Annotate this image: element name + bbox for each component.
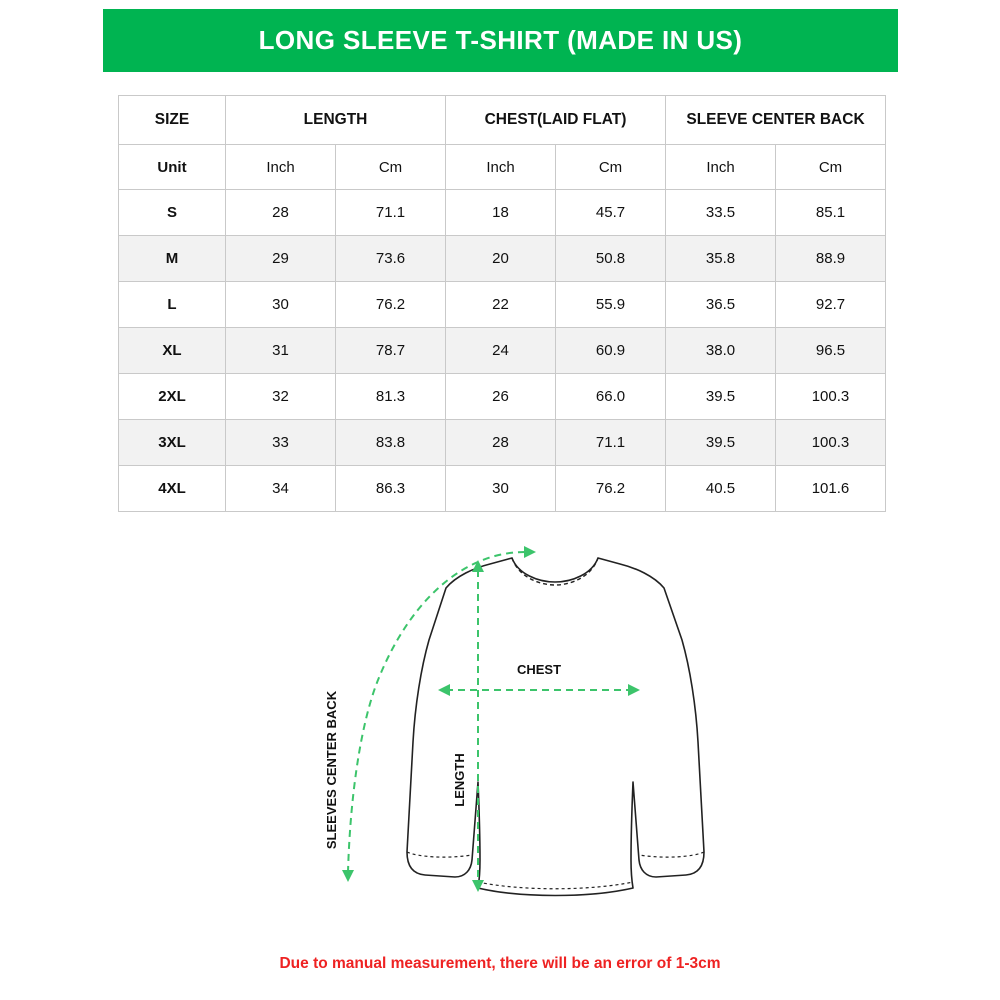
unit-sleeve-cm: Cm bbox=[776, 145, 886, 190]
table-row bbox=[119, 236, 886, 282]
cell-sleeve-cm: 101.6 bbox=[776, 466, 886, 512]
sleeve-center-back-label: SLEEVES CENTER BACK bbox=[324, 690, 339, 850]
unit-chest-inch: Inch bbox=[446, 145, 556, 190]
cell-length-cm: 81.3 bbox=[336, 374, 446, 420]
measurement-disclaimer: Due to manual measurement, there will be an error of 1-3cm bbox=[279, 955, 721, 972]
cell-chest-cm: 55.9 bbox=[556, 282, 666, 328]
cell-sleeve-cm: 85.1 bbox=[776, 190, 886, 236]
cell-sleeve-inch: 38.0 bbox=[666, 328, 776, 374]
cell-size: S bbox=[119, 190, 226, 236]
header-chest: CHEST(LAID FLAT) bbox=[446, 96, 666, 145]
cell-chest-cm: 60.9 bbox=[556, 328, 666, 374]
cell-length-cm: 73.6 bbox=[336, 236, 446, 282]
cell-chest-inch: 24 bbox=[446, 328, 556, 374]
unit-sleeve-inch: Inch bbox=[666, 145, 776, 190]
cell-length-cm: 78.7 bbox=[336, 328, 446, 374]
page-title: LONG SLEEVE T-SHIRT (MADE IN US) bbox=[258, 25, 743, 55]
unit-length-inch: Inch bbox=[226, 145, 336, 190]
cell-chest-inch: 30 bbox=[446, 466, 556, 512]
cell-sleeve-inch: 33.5 bbox=[666, 190, 776, 236]
cell-chest-inch: 22 bbox=[446, 282, 556, 328]
cell-sleeve-cm: 100.3 bbox=[776, 420, 886, 466]
table-header-row bbox=[119, 96, 886, 145]
cell-chest-cm: 50.8 bbox=[556, 236, 666, 282]
cell-chest-cm: 66.0 bbox=[556, 374, 666, 420]
cell-length-inch: 32 bbox=[226, 374, 336, 420]
cell-length-inch: 28 bbox=[226, 190, 336, 236]
chest-label: CHEST bbox=[516, 662, 562, 677]
table-row bbox=[119, 374, 886, 420]
cell-chest-cm: 71.1 bbox=[556, 420, 666, 466]
cell-chest-inch: 18 bbox=[446, 190, 556, 236]
table-unit-row bbox=[119, 145, 886, 190]
unit-label: Unit bbox=[119, 145, 226, 190]
cell-chest-inch: 26 bbox=[446, 374, 556, 420]
cell-length-cm: 83.8 bbox=[336, 420, 446, 466]
header-sleeve: SLEEVE CENTER BACK bbox=[666, 96, 886, 145]
cell-sleeve-cm: 100.3 bbox=[776, 374, 886, 420]
cell-size: 4XL bbox=[119, 466, 226, 512]
size-chart-table bbox=[118, 95, 886, 512]
length-label: LENGTH bbox=[452, 753, 467, 807]
table-row bbox=[119, 466, 886, 512]
cell-length-inch: 34 bbox=[226, 466, 336, 512]
cell-sleeve-inch: 39.5 bbox=[666, 420, 776, 466]
cell-size: 3XL bbox=[119, 420, 226, 466]
cell-length-cm: 76.2 bbox=[336, 282, 446, 328]
cell-length-inch: 29 bbox=[226, 236, 336, 282]
cell-chest-inch: 20 bbox=[446, 236, 556, 282]
cell-size: L bbox=[119, 282, 226, 328]
cell-sleeve-cm: 92.7 bbox=[776, 282, 886, 328]
table-row bbox=[119, 420, 886, 466]
measurement-diagram bbox=[250, 530, 770, 930]
cell-length-inch: 33 bbox=[226, 420, 336, 466]
cell-size: XL bbox=[119, 328, 226, 374]
cell-length-inch: 30 bbox=[226, 282, 336, 328]
cell-sleeve-inch: 35.8 bbox=[666, 236, 776, 282]
cell-sleeve-cm: 88.9 bbox=[776, 236, 886, 282]
table-row bbox=[119, 282, 886, 328]
cell-chest-cm: 45.7 bbox=[556, 190, 666, 236]
cell-sleeve-cm: 96.5 bbox=[776, 328, 886, 374]
cell-length-cm: 86.3 bbox=[336, 466, 446, 512]
cell-size: M bbox=[119, 236, 226, 282]
unit-length-cm: Cm bbox=[336, 145, 446, 190]
table-row bbox=[119, 190, 886, 236]
tshirt-outline bbox=[407, 558, 704, 896]
unit-chest-cm: Cm bbox=[556, 145, 666, 190]
cell-length-inch: 31 bbox=[226, 328, 336, 374]
table-row bbox=[119, 328, 886, 374]
cell-length-cm: 71.1 bbox=[336, 190, 446, 236]
header-size: SIZE bbox=[119, 96, 226, 145]
header-length: LENGTH bbox=[226, 96, 446, 145]
cell-chest-inch: 28 bbox=[446, 420, 556, 466]
cell-sleeve-inch: 39.5 bbox=[666, 374, 776, 420]
cell-chest-cm: 76.2 bbox=[556, 466, 666, 512]
cell-sleeve-inch: 36.5 bbox=[666, 282, 776, 328]
cell-sleeve-inch: 40.5 bbox=[666, 466, 776, 512]
cell-size: 2XL bbox=[119, 374, 226, 420]
header-banner bbox=[103, 9, 898, 72]
